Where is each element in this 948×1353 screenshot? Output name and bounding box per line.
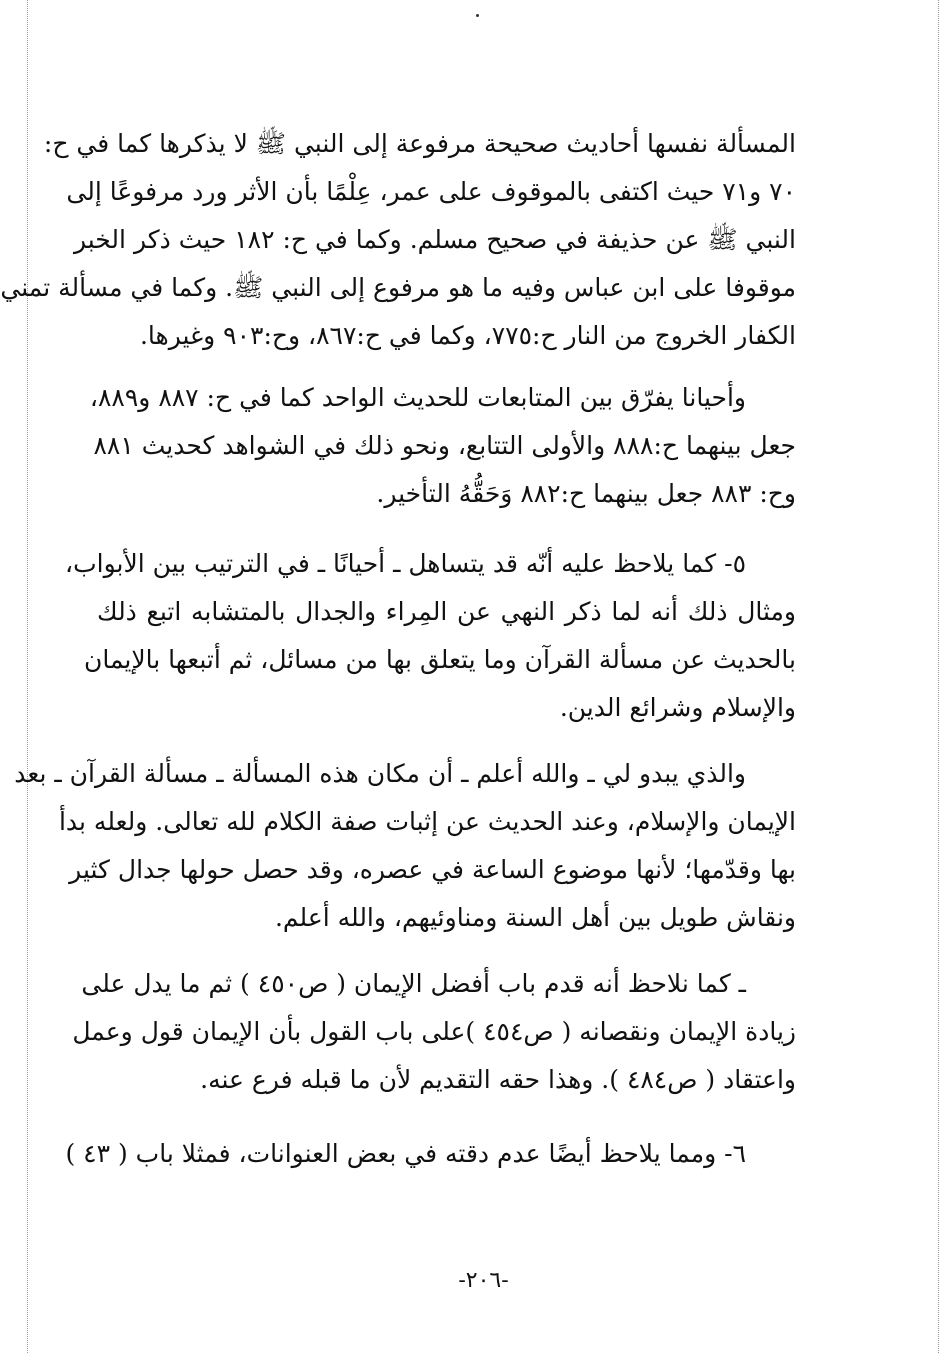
paragraph-line: ونقاش طويل بين أهل السنة ومناوئيهم، والله أعلم. (274, 903, 796, 932)
paragraph-line: ومثال ذلك أنه لما ذكر النهي عن المِراء والجدال بالمتشابه اتبع ذلك (97, 597, 796, 626)
paragraph-line: بها وقدّمها؛ لأنها موضوع الساعة في عصره، وقد حصل حولها جدال كثير (69, 855, 796, 884)
scan-speck (476, 14, 479, 17)
paragraph-line: الكفار الخروج من النار ح:٧٧٥، وكما في ح:٨٦٧، وح:٩٠٣ وغيرها. (139, 321, 796, 350)
paragraph-5 (72, 960, 796, 1104)
paragraph-1 (0, 120, 796, 360)
paragraph-line: وأحيانا يفرّق بين المتابعات للحديث الواحد كما في ح: ٨٨٧ و٨٨٩، (89, 383, 746, 412)
paragraph-line: المسألة نفسها أحاديث صحيحة مرفوعة إلى النبي ﷺ لا يذكرها كما في ح: (43, 129, 796, 158)
paragraph-line: ٥- كما يلاحظ عليه أنّه قد يتساهل ـ أحيانًا ـ في الترتيب بين الأبواب، (65, 549, 746, 578)
paragraph-line: ـ كما نلاحظ أنه قدم باب أفضل الإيمان ( ص٤٥٠ ) ثم ما يدل على (81, 969, 746, 998)
paragraph-line: والإسلام وشرائع الدين. (559, 693, 796, 722)
scan-edge-left (27, 0, 28, 1353)
paragraph-line: النبي ﷺ عن حذيفة في صحيح مسلم. وكما في ح: ١٨٢ حيث ذكر الخبر (73, 225, 796, 254)
paragraph-4 (14, 750, 796, 942)
paragraph-3 (65, 540, 796, 732)
paragraph-line: والذي يبدو لي ـ والله أعلم ـ أن مكان هذه المسألة ـ مسألة القرآن ـ بعد (14, 759, 746, 788)
paragraph-line: زيادة الإيمان ونقصانه ( ص٤٥٤ )على باب القول بأن الإيمان قول وعمل (72, 1017, 796, 1046)
paragraph-line: واعتقاد ( ص٤٨٤ ). وهذا حقه التقديم لأن ما قبله فرع عنه. (200, 1065, 796, 1094)
paragraph-line: بالحديث عن مسألة القرآن وما يتعلق بها من مسائل، ثم أتبعها بالإيمان (84, 645, 796, 674)
paragraph-line: ٧٠ و٧١ حيث اكتفى بالموقوف على عمر، عِلْمًا بأن الأثر ورد مرفوعًا إلى (66, 177, 796, 206)
paragraph-line: ٦- ومما يلاحظ أيضًا عدم دقته في بعض العنوانات، فمثلا باب ( ٤٣ ) (65, 1139, 746, 1168)
paragraph-line: جعل بينهما ح:٨٨٨ والأولى التتابع، ونحو ذلك في الشواهد كحديث ٨٨١ (93, 431, 796, 460)
paragraph-line: موقوفا على ابن عباس وفيه ما هو مرفوع إلى النبي ﷺ. وكما في مسألة تمني (0, 273, 796, 302)
scan-edge-right (938, 0, 939, 1353)
page-number: -٢٠٦- (458, 1268, 509, 1293)
paragraph-2 (89, 374, 796, 518)
paragraph-line: وح: ٨٨٣ جعل بينهما ح:٨٨٢ وَحَقُّهُ التأخير. (376, 479, 796, 508)
paragraph-line: الإيمان والإسلام، وعند الحديث عن إثبات صفة الكلام لله تعالى. ولعله بدأ (58, 807, 796, 836)
paragraph-6 (65, 1130, 796, 1178)
